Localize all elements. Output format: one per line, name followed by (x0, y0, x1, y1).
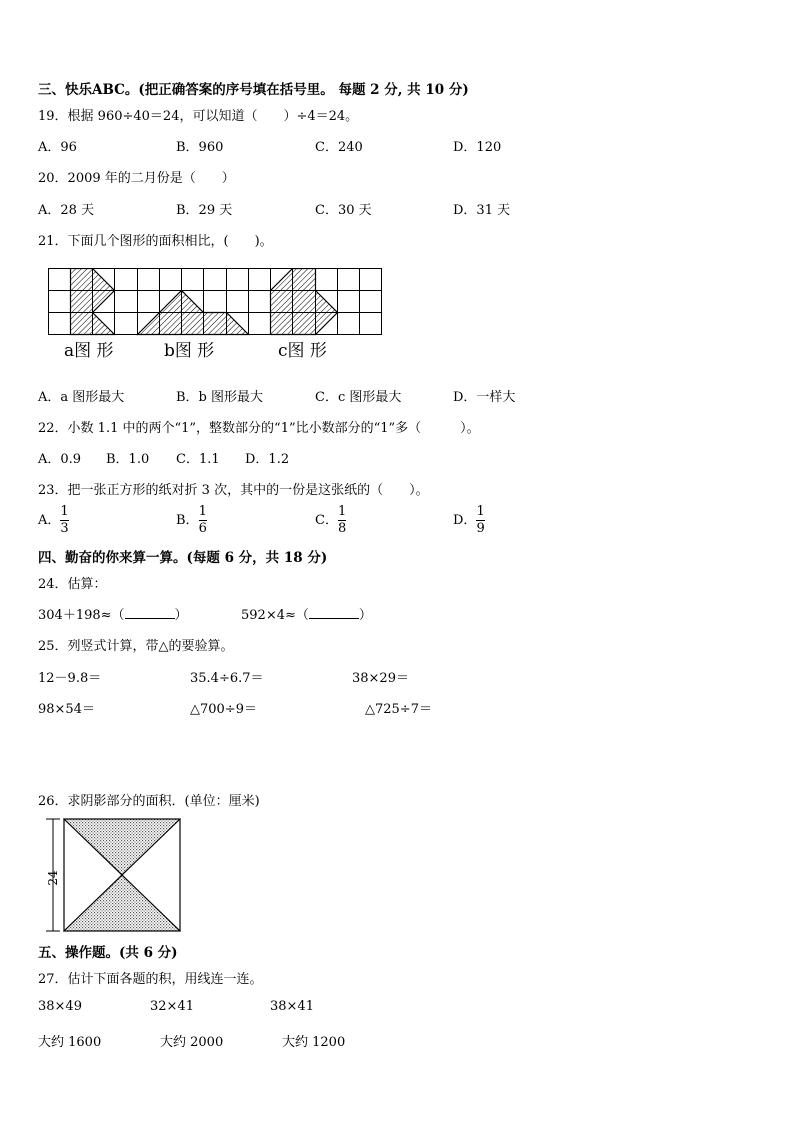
q23-option-b (176, 504, 207, 537)
q25-item-2: 35.4÷6.7＝ (190, 671, 264, 686)
q27-estimate-1[interactable]: 大约 1600 (38, 1035, 102, 1050)
section-3-title: 三、快乐ABC。(把正确答案的序号填在括号里。 每题 2 分, 共 10 分) (38, 82, 469, 98)
question-25: 25．列竖式计算，带△的要验算。 (38, 639, 234, 654)
answer-blank[interactable] (125, 606, 175, 619)
q20-option-c: C．30 天 (315, 203, 372, 218)
q27-estimate-2[interactable]: 大约 2000 (160, 1035, 224, 1050)
numerator: 1 (476, 504, 485, 519)
numerator: 1 (60, 504, 69, 519)
question-26: 26．求阴影部分的面积．(单位：厘米) (38, 794, 260, 809)
q20-option-b: B．29 天 (176, 203, 233, 218)
q19-option-c: C．240 (315, 140, 363, 155)
q19-option-d: D．120 (453, 140, 502, 155)
q21-option-d: D．一样大 (453, 390, 516, 405)
q22-option-d: D．1.2 (245, 452, 290, 467)
q25-item-6: △725÷7＝ (365, 702, 432, 717)
q21-grid-figure (48, 268, 384, 364)
question-24: 24．估算： (38, 577, 107, 592)
denominator: 6 (198, 521, 207, 536)
denominator: 9 (476, 521, 485, 536)
q22-option-b: B．1.0 (106, 452, 150, 467)
fraction-one-sixth (199, 504, 207, 537)
label-shape-b: b图 形 (164, 341, 215, 361)
shaded-triangle-bottom (64, 875, 180, 931)
question-19: 19．根据 960÷40＝24，可以知道（ ）÷4＝24。 (38, 109, 359, 124)
section-5-title: 五、操作题。(共 6 分) (38, 945, 178, 961)
q19-option-b: B．960 (176, 140, 224, 155)
q25-item-5: △700÷9＝ (190, 702, 257, 717)
dimension-label: 24 (46, 870, 60, 886)
question-20: 20．2009 年的二月份是（ ） (38, 171, 235, 186)
answer-blank[interactable] (309, 606, 359, 619)
q25-item-4: 98×54＝ (38, 702, 95, 717)
q27-product-2[interactable]: 32×41 (150, 999, 194, 1014)
q20-option-a: A．28 天 (38, 203, 95, 218)
label-shape-c: c图 形 (278, 341, 327, 361)
q25-item-1: 12－9.8＝ (38, 671, 102, 686)
q19-option-a: A．96 (38, 140, 77, 155)
numerator: 1 (337, 504, 347, 519)
denominator: 8 (337, 521, 347, 536)
q27-estimate-3[interactable]: 大约 1200 (282, 1035, 346, 1050)
q26-shaded-square-figure (40, 816, 185, 936)
q23-option-d (453, 504, 485, 537)
q23-option-c (315, 504, 346, 537)
denominator: 3 (60, 521, 69, 536)
question-23: 23．把一张正方形的纸对折 3 次，其中的一份是这张纸的（ ）。 (38, 483, 429, 498)
fraction-one-eighth (338, 504, 346, 537)
q21-option-b: B．b 图形最大 (176, 390, 264, 405)
q23-option-a (38, 504, 69, 537)
shape-c (271, 269, 338, 335)
q21-option-a: A．a 图形最大 (38, 390, 125, 405)
label-shape-a: a图 形 (64, 341, 114, 361)
q27-product-3[interactable]: 38×41 (270, 999, 314, 1014)
q24-item-2-expr: 592×4≈（ (241, 608, 309, 623)
q24-item-1-expr: 304＋198≈（ (38, 608, 125, 623)
q24-item-1: 304＋198≈（ ） (38, 608, 188, 623)
q23-option-b-label: B． (176, 513, 199, 528)
section-4-title: 四、勤奋的你来算一算。(每题 6 分，共 18 分) (38, 550, 328, 566)
question-21: 21．下面几个图形的面积相比，( )。 (38, 234, 273, 249)
q27-product-1[interactable]: 38×49 (38, 999, 82, 1014)
q23-option-d-label: D． (453, 513, 477, 528)
fraction-one-third (60, 504, 68, 537)
q25-item-3: 38×29＝ (352, 671, 409, 686)
q24-item-2: 592×4≈（ ） (241, 608, 372, 623)
q22-option-a: A．0.9 (38, 452, 82, 467)
q23-option-a-label: A． (38, 513, 61, 528)
fraction-one-ninth (476, 504, 484, 537)
shaded-triangle-top (64, 819, 180, 875)
shape-a (71, 269, 115, 335)
q21-option-c: C．c 图形最大 (315, 390, 402, 405)
numerator: 1 (198, 504, 207, 519)
q20-option-d: D．31 天 (453, 203, 511, 218)
question-22: 22．小数 1.1 中的两个“1”，整数部分的“1”比小数部分的“1”多（ ）。 (38, 421, 480, 436)
q23-option-c-label: C． (315, 513, 338, 528)
question-27: 27．估计下面各题的积，用线连一连。 (38, 972, 263, 987)
q22-option-c: C．1.1 (176, 452, 220, 467)
